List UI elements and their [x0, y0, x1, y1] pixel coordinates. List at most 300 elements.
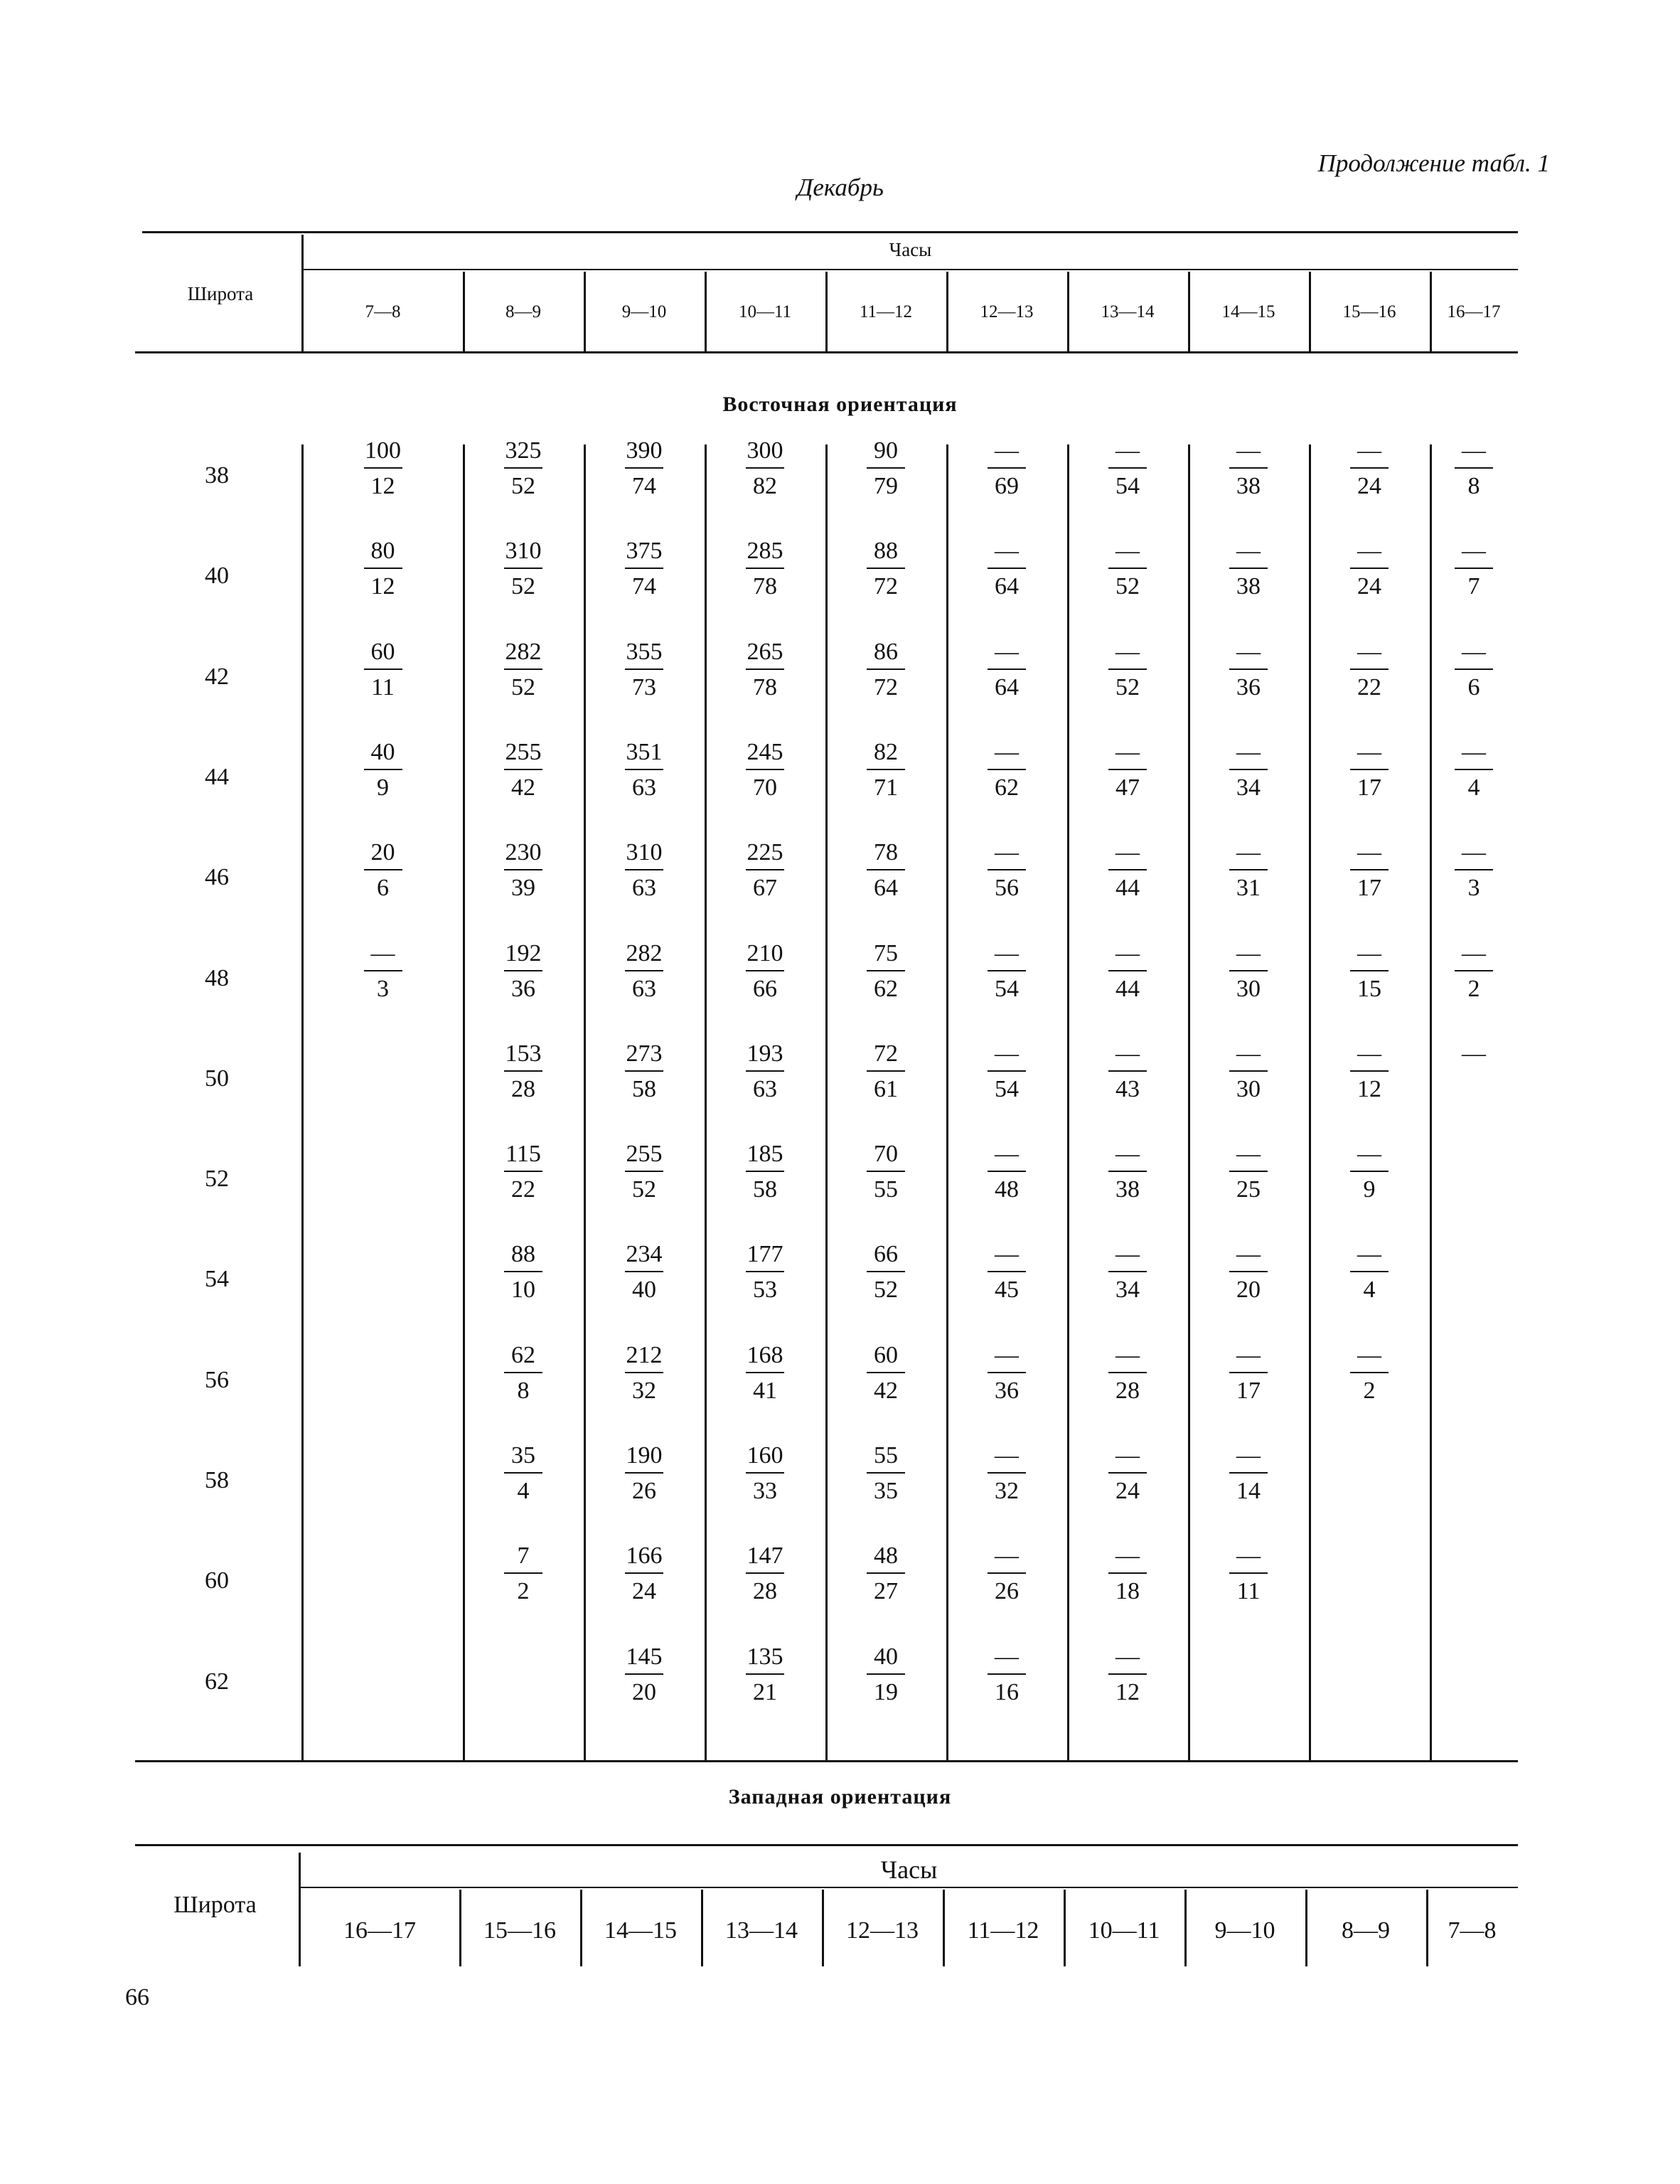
cell-denominator: 38: [1236, 473, 1261, 499]
fraction-bar: [867, 568, 905, 569]
cell-numerator: 7: [517, 1543, 530, 1570]
table-cell: [1206, 1543, 1291, 1605]
fraction-bar: [504, 1472, 542, 1474]
hours-header: Часы: [889, 239, 932, 260]
cell-numerator: —: [1357, 939, 1381, 966]
column-header: 11—12: [859, 302, 913, 321]
cell-denominator: 12: [1357, 1075, 1381, 1102]
fraction-bar: [746, 568, 784, 569]
cell-denominator: 78: [753, 673, 777, 701]
cell-denominator: 42: [874, 1377, 898, 1404]
body-column-divider: [1309, 444, 1311, 1760]
body-column-divider: [825, 444, 828, 1760]
fraction-bar: [1229, 668, 1268, 670]
west-column-header: 11—12: [967, 1917, 1039, 1944]
cell-denominator: 40: [632, 1277, 656, 1304]
cell-numerator: —: [995, 538, 1019, 565]
fraction-bar: [746, 769, 784, 770]
cell-numerator: 40: [370, 738, 395, 765]
cell-numerator: 60: [370, 638, 395, 665]
fraction-bar: [1350, 970, 1389, 971]
table-cell: [481, 1342, 566, 1405]
table-cell: [341, 538, 426, 600]
cell-numerator: —: [995, 437, 1019, 464]
table-cell: [1431, 1040, 1516, 1067]
table-cell: [1206, 1141, 1291, 1203]
west-column-header: 12—13: [846, 1917, 919, 1944]
table-cell: [843, 1442, 929, 1505]
cell-numerator: 160: [747, 1442, 783, 1469]
table-cell: [1327, 437, 1412, 500]
body-column-divider: [1188, 444, 1190, 1760]
cell-denominator: 48: [995, 1176, 1019, 1203]
cell-denominator: 47: [1115, 774, 1140, 801]
cell-denominator: 79: [874, 473, 898, 499]
cell-denominator: 3: [1467, 875, 1480, 902]
cell-numerator: —: [995, 839, 1019, 866]
fraction-bar: [364, 467, 402, 469]
fraction-bar: [364, 668, 402, 670]
cell-numerator: 78: [874, 839, 898, 866]
cell-numerator: —: [1357, 437, 1381, 464]
west-column-divider: [1064, 1890, 1066, 1966]
cell-denominator: 62: [874, 975, 898, 1002]
cell-denominator: 18: [1115, 1578, 1140, 1605]
west-column-header: 13—14: [725, 1917, 798, 1944]
table-cell: [843, 940, 929, 1003]
cell-denominator: 64: [874, 875, 898, 902]
cell-denominator: 54: [1115, 473, 1140, 499]
cell-numerator: 193: [747, 1040, 783, 1067]
cell-numerator: 177: [747, 1241, 783, 1268]
cell-denominator: 36: [1236, 673, 1261, 701]
fraction-bar: [1350, 769, 1389, 770]
cell-numerator: 390: [626, 437, 663, 464]
fraction-bar: [988, 1572, 1026, 1574]
cell-denominator: 26: [995, 1578, 1019, 1605]
fraction-bar: [504, 668, 542, 670]
cell-denominator: 45: [995, 1277, 1019, 1304]
west-column-divider: [1184, 1890, 1187, 1966]
cell-denominator: 17: [1236, 1377, 1261, 1404]
cell-denominator: 63: [632, 875, 656, 902]
table-cell: [722, 639, 808, 701]
cell-numerator: —: [1115, 839, 1140, 866]
cell-denominator: 43: [1115, 1075, 1140, 1102]
west-column-divider: [701, 1890, 703, 1966]
cell-denominator: 17: [1357, 774, 1381, 801]
cell-numerator: —: [1236, 1543, 1261, 1570]
cell-numerator: 80: [370, 538, 395, 565]
fraction-bar: [504, 467, 542, 469]
cell-denominator: 55: [874, 1176, 898, 1203]
west-column-header: 8—9: [1342, 1917, 1390, 1944]
fraction-bar: [364, 769, 402, 770]
cell-denominator: 17: [1357, 875, 1381, 902]
fraction-bar: [1455, 869, 1493, 870]
fraction-bar: [1350, 1070, 1389, 1072]
fraction-bar: [1108, 1171, 1147, 1172]
fraction-bar: [988, 869, 1026, 870]
table-cell: [1085, 1040, 1170, 1103]
cell-denominator: 44: [1115, 975, 1140, 1002]
table-cell: [964, 1342, 1049, 1405]
table-cell: [1431, 538, 1516, 600]
fraction-bar: [504, 869, 542, 870]
fraction-bar: [1108, 1271, 1147, 1272]
cell-numerator: 265: [747, 638, 783, 665]
column-header: 12—13: [980, 302, 1034, 321]
cell-denominator: 7: [1467, 573, 1480, 600]
cell-denominator: 28: [753, 1578, 777, 1605]
cell-denominator: 27: [874, 1578, 898, 1605]
cell-numerator: —: [1462, 939, 1486, 966]
table-cell: [481, 839, 566, 902]
west-column-divider: [1305, 1890, 1307, 1966]
table-cell: [1085, 1543, 1170, 1605]
fraction-bar: [1350, 668, 1389, 670]
cell-numerator: 192: [505, 939, 542, 966]
table-cell: [1206, 639, 1291, 701]
cell-numerator: 145: [626, 1643, 663, 1670]
fraction-bar: [1455, 668, 1493, 670]
west-column-divider: [1426, 1890, 1428, 1966]
fraction-bar: [1108, 970, 1147, 971]
cell-numerator: —: [1115, 1543, 1140, 1570]
table-cell: [1327, 940, 1412, 1003]
fraction-bar: [867, 467, 905, 469]
cell-numerator: 62: [511, 1341, 535, 1368]
cell-denominator: 41: [753, 1377, 777, 1404]
fraction-bar: [1229, 1171, 1268, 1172]
fraction-bar: [1108, 467, 1147, 469]
cell-numerator: —: [1236, 1141, 1261, 1168]
west-top-rule: [135, 1844, 1518, 1846]
table-cell: [1085, 739, 1170, 801]
fraction-bar: [625, 1070, 663, 1072]
table-cell: [722, 739, 808, 801]
cell-numerator: 310: [505, 538, 542, 565]
cell-denominator: 8: [517, 1377, 530, 1404]
cell-numerator: 88: [511, 1241, 535, 1268]
cell-numerator: —: [1115, 1241, 1140, 1268]
fraction-bar: [746, 668, 784, 670]
cell-numerator: —: [1357, 638, 1381, 665]
cell-numerator: —: [1357, 738, 1381, 765]
cell-numerator: 325: [505, 437, 542, 464]
fraction-bar: [1229, 970, 1268, 971]
body-column-divider: [705, 444, 707, 1760]
cell-denominator: 73: [632, 673, 656, 701]
cell-numerator: —: [1115, 939, 1140, 966]
cell-denominator: 3: [377, 975, 389, 1002]
table-cell: [601, 839, 687, 902]
fraction-bar: [625, 1271, 663, 1272]
west-column-header: 16—17: [343, 1917, 416, 1944]
cell-denominator: 28: [1115, 1377, 1140, 1404]
table-cell: [964, 839, 1049, 902]
table-cell: [1327, 839, 1412, 902]
west-column-divider: [580, 1890, 582, 1966]
fraction-bar: [746, 1372, 784, 1373]
fraction-bar: [1229, 1572, 1268, 1574]
latitude-value: 46: [205, 864, 229, 891]
latitude-value: 54: [205, 1266, 229, 1293]
cell-denominator: 4: [517, 1478, 530, 1504]
cell-numerator: —: [1462, 538, 1486, 565]
cell-numerator: 255: [505, 738, 542, 765]
fraction-bar: [1455, 467, 1493, 469]
cell-numerator: 135: [747, 1643, 783, 1670]
table-cell: [843, 1241, 929, 1304]
cell-denominator: 2: [1467, 975, 1480, 1002]
table-cell: [601, 1543, 687, 1605]
cell-denominator: 8: [1467, 473, 1480, 499]
fraction-bar: [1350, 1171, 1389, 1172]
table-cell: [1327, 739, 1412, 801]
table-cell: [722, 1442, 808, 1505]
table-cell: [481, 437, 566, 500]
column-header: 13—14: [1101, 302, 1155, 321]
table-cell: [964, 1141, 1049, 1203]
table-cell: [1327, 1141, 1412, 1203]
fraction-bar: [988, 1673, 1026, 1675]
cell-numerator: 168: [747, 1341, 783, 1368]
fraction-bar: [625, 568, 663, 569]
fraction-bar: [504, 1372, 542, 1373]
table-cell: [601, 739, 687, 801]
table-cell: [722, 1342, 808, 1405]
cell-denominator: 69: [995, 473, 1019, 499]
fraction-bar: [625, 1572, 663, 1574]
table-cell: [1085, 1644, 1170, 1706]
cell-numerator: —: [1236, 437, 1261, 464]
table-cell: [1085, 839, 1170, 902]
fraction-bar: [1108, 1372, 1147, 1373]
fraction-bar: [1455, 970, 1493, 971]
cell-numerator: —: [1357, 839, 1381, 866]
cell-denominator: 54: [995, 975, 1019, 1002]
table-cell: [1085, 1342, 1170, 1405]
cell-numerator: 75: [874, 939, 898, 966]
cell-numerator: 282: [505, 638, 542, 665]
latitude-value: 50: [205, 1065, 229, 1092]
column-divider: [1188, 272, 1190, 351]
cell-denominator: 82: [753, 473, 777, 499]
cell-numerator: 210: [747, 939, 783, 966]
table-cell: [964, 639, 1049, 701]
cell-numerator: —: [995, 1141, 1019, 1168]
table-cell: [601, 639, 687, 701]
column-header: 9—10: [621, 302, 667, 321]
fraction-bar: [1229, 1271, 1268, 1272]
fraction-bar: [746, 1673, 784, 1675]
table-cell: [964, 1644, 1049, 1706]
table-cell: [722, 1241, 808, 1304]
table-cell: [481, 1442, 566, 1505]
table-cell: [1431, 437, 1516, 500]
cell-numerator: —: [1462, 437, 1486, 464]
table-cell: [1085, 538, 1170, 600]
cell-numerator: —: [1115, 1643, 1140, 1670]
cell-numerator: —: [1236, 1040, 1261, 1067]
cell-denominator: 6: [1467, 673, 1480, 701]
table-cell: [1431, 940, 1516, 1003]
fraction-bar: [364, 869, 402, 870]
cell-denominator: 34: [1115, 1277, 1140, 1304]
cell-numerator: —: [1236, 1241, 1261, 1268]
fraction-bar: [988, 970, 1026, 971]
west-hours-underline: [300, 1887, 1518, 1888]
column-divider: [825, 272, 828, 351]
cell-denominator: 63: [632, 774, 656, 801]
cell-numerator: 282: [626, 939, 663, 966]
table-cell: [843, 639, 929, 701]
cell-numerator: —: [1115, 738, 1140, 765]
table-cell: [1206, 1442, 1291, 1505]
fraction-bar: [625, 1673, 663, 1675]
body-column-divider: [946, 444, 948, 1760]
table-cell: [601, 940, 687, 1003]
west-column-header: 15—16: [483, 1917, 556, 1944]
fraction-bar: [504, 1572, 542, 1574]
cell-denominator: 36: [511, 975, 535, 1002]
cell-denominator: 61: [874, 1075, 898, 1102]
cell-numerator: —: [1462, 738, 1486, 765]
cell-numerator: —: [370, 939, 395, 966]
latitude-value: 62: [205, 1668, 229, 1695]
latitude-value: 52: [205, 1166, 229, 1193]
cell-denominator: 25: [1236, 1176, 1261, 1203]
table-cell: [1431, 739, 1516, 801]
table-cell: [843, 1141, 929, 1203]
cell-numerator: —: [1115, 1040, 1140, 1067]
table-cell: [1327, 639, 1412, 701]
cell-denominator: 52: [511, 473, 535, 499]
fraction-bar: [1350, 1372, 1389, 1373]
latitude-value: 58: [205, 1467, 229, 1493]
column-header: 7—8: [365, 302, 401, 321]
body-column-divider: [584, 444, 586, 1760]
fraction-bar: [625, 970, 663, 971]
cell-denominator: 52: [632, 1176, 656, 1203]
cell-denominator: 58: [632, 1075, 656, 1102]
cell-numerator: —: [1357, 538, 1381, 565]
cell-numerator: 40: [874, 1643, 898, 1670]
table-cell: [843, 1040, 929, 1103]
table-cell: [341, 739, 426, 801]
fraction-bar: [867, 769, 905, 770]
table-cell: [722, 839, 808, 902]
table-cell: [964, 437, 1049, 500]
table-cell: [1085, 1241, 1170, 1304]
cell-numerator: 185: [747, 1141, 783, 1168]
cell-numerator: —: [1357, 1040, 1381, 1067]
cell-numerator: 375: [626, 538, 663, 565]
cell-denominator: 67: [753, 875, 777, 902]
fraction-bar: [1350, 568, 1389, 569]
cell-denominator: 54: [995, 1075, 1019, 1102]
cell-numerator: —: [1115, 437, 1140, 464]
fraction-bar: [746, 869, 784, 870]
fraction-bar: [1229, 1372, 1268, 1373]
west-column-header: 14—15: [604, 1917, 677, 1944]
cell-numerator: —: [995, 1341, 1019, 1368]
cell-denominator: 19: [874, 1678, 898, 1705]
fraction-bar: [1229, 568, 1268, 569]
cell-numerator: 115: [505, 1141, 541, 1168]
cell-denominator: 12: [1115, 1678, 1140, 1705]
fraction-bar: [1108, 568, 1147, 569]
table-top-rule: [142, 231, 1518, 233]
cell-numerator: —: [995, 939, 1019, 966]
cell-numerator: 355: [626, 638, 663, 665]
cell-numerator: 300: [747, 437, 783, 464]
cell-denominator: 35: [874, 1478, 898, 1504]
cell-numerator: 147: [747, 1543, 783, 1570]
cell-denominator: 71: [874, 774, 898, 801]
cell-numerator: 48: [874, 1543, 898, 1570]
table-cell: [341, 940, 426, 1003]
cell-numerator: —: [995, 638, 1019, 665]
column-header: 14—15: [1221, 302, 1275, 321]
fraction-bar: [867, 1271, 905, 1272]
latitude-value: 44: [205, 763, 229, 790]
fraction-bar: [988, 568, 1026, 569]
fraction-bar: [988, 1472, 1026, 1474]
table-cell: [964, 940, 1049, 1003]
table-cell: [1206, 538, 1291, 600]
cell-numerator: 55: [874, 1442, 898, 1469]
table-cell: [601, 437, 687, 500]
fraction-bar: [746, 1572, 784, 1574]
fraction-bar: [1229, 769, 1268, 770]
fraction-bar: [988, 1171, 1026, 1172]
fraction-bar: [625, 1472, 663, 1474]
fraction-bar: [625, 1171, 663, 1172]
fraction-bar: [504, 1171, 542, 1172]
table-cell: [1431, 839, 1516, 902]
header-bottom-rule: [135, 351, 1518, 353]
fraction-bar: [1350, 467, 1389, 469]
column-header: 8—9: [505, 302, 541, 321]
cell-denominator: 20: [632, 1678, 656, 1705]
fraction-bar: [988, 769, 1026, 770]
cell-numerator: 66: [874, 1241, 898, 1268]
cell-numerator: 35: [511, 1442, 535, 1469]
cell-numerator: —: [1115, 1341, 1140, 1368]
cell-denominator: 42: [511, 774, 535, 801]
cell-numerator: —: [1115, 1442, 1140, 1469]
cell-denominator: 64: [995, 573, 1019, 600]
table-cell: [1327, 1342, 1412, 1405]
fraction-bar: [746, 1171, 784, 1172]
cell-denominator: 24: [1357, 473, 1381, 499]
table-cell: [481, 739, 566, 801]
cell-denominator: 52: [1115, 673, 1140, 701]
table-cell: [481, 639, 566, 701]
cell-denominator: 4: [1467, 774, 1480, 801]
table-cell: [1206, 1040, 1291, 1103]
west-column-divider: [943, 1890, 945, 1966]
column-header: 16—17: [1447, 302, 1501, 321]
cell-numerator: —: [1236, 1341, 1261, 1368]
continuation-label: Продолжение табл. 1: [1317, 149, 1550, 177]
table-cell: [722, 1543, 808, 1605]
table-cell: [964, 1543, 1049, 1605]
cell-denominator: 2: [517, 1578, 530, 1605]
cell-denominator: 32: [995, 1478, 1019, 1504]
